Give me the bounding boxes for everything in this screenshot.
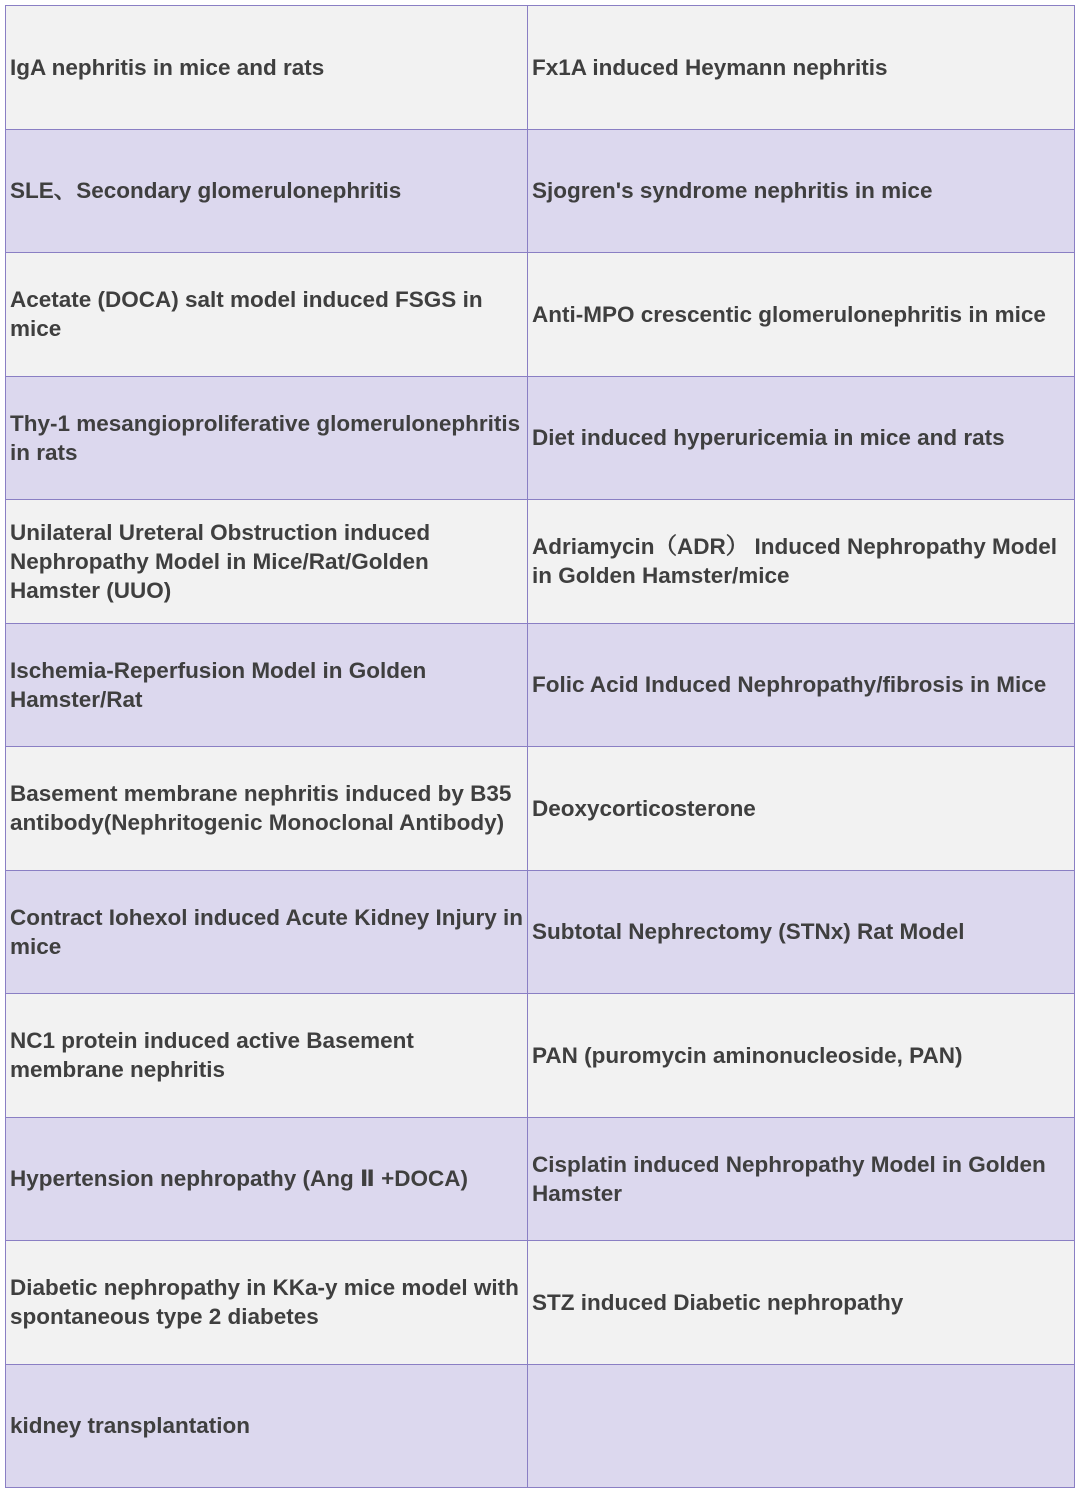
table-cell-left: kidney transplantation (6, 1364, 528, 1488)
table-cell-left: Diabetic nephropathy in KKa-y mice model with spontaneous type 2 diabetes (6, 1241, 528, 1365)
table-cell-left: Acetate (DOCA) salt model induced FSGS in mice (6, 253, 528, 377)
table-cell-right (528, 1364, 1075, 1488)
table-row (6, 623, 1075, 747)
table-cell-right: Deoxycorticosterone (528, 747, 1075, 871)
table-cell-left: Ischemia-Reperfusion Model in Golden Hamster/Rat (6, 623, 528, 747)
table-cell-right: Diet induced hyperuricemia in mice and rats (528, 376, 1075, 500)
table-cell-left: SLE、Secondary glomerulonephritis (6, 129, 528, 253)
table-row (6, 747, 1075, 871)
table-row (6, 870, 1075, 994)
table-row (6, 994, 1075, 1118)
table-row (6, 253, 1075, 377)
table-row (6, 1241, 1075, 1365)
table-cell-left: Hypertension nephropathy (Ang Ⅱ +DOCA) (6, 1117, 528, 1241)
table-cell-right: Fx1A induced Heymann nephritis (528, 6, 1075, 130)
table-cell-left: Contract Iohexol induced Acute Kidney Injury in mice (6, 870, 528, 994)
table-cell-right: STZ induced Diabetic nephropathy (528, 1241, 1075, 1365)
kidney-models-table (5, 5, 1075, 1488)
table-row (6, 6, 1075, 130)
table-cell-left: IgA nephritis in mice and rats (6, 6, 528, 130)
table-row (6, 500, 1075, 624)
table-cell-right: Anti-MPO crescentic glomerulonephritis in mice (528, 253, 1075, 377)
table-cell-left: NC1 protein induced active Basement membrane nephritis (6, 994, 528, 1118)
table-cell-left: Thy-1 mesangioproliferative glomerulonephritis in rats (6, 376, 528, 500)
table-cell-right: Cisplatin induced Nephropathy Model in Golden Hamster (528, 1117, 1075, 1241)
table-row (6, 376, 1075, 500)
table-cell-right: Sjogren's syndrome nephritis in mice (528, 129, 1075, 253)
table-cell-right: Subtotal Nephrectomy (STNx) Rat Model (528, 870, 1075, 994)
table-cell-left: Basement membrane nephritis induced by B35 antibody(Nephritogenic Monoclonal Antibody) (6, 747, 528, 871)
table-cell-left: Unilateral Ureteral Obstruction induced Nephropathy Model in Mice/Rat/Golden Hamster (UUO) (6, 500, 528, 624)
table-row (6, 129, 1075, 253)
table-cell-right: PAN (puromycin aminonucleoside, PAN) (528, 994, 1075, 1118)
table-row (6, 1117, 1075, 1241)
table-row (6, 1364, 1075, 1488)
table-cell-right: Adriamycin（ADR） Induced Nephropathy Model in Golden Hamster/mice (528, 500, 1075, 624)
table-cell-right: Folic Acid Induced Nephropathy/fibrosis in Mice (528, 623, 1075, 747)
